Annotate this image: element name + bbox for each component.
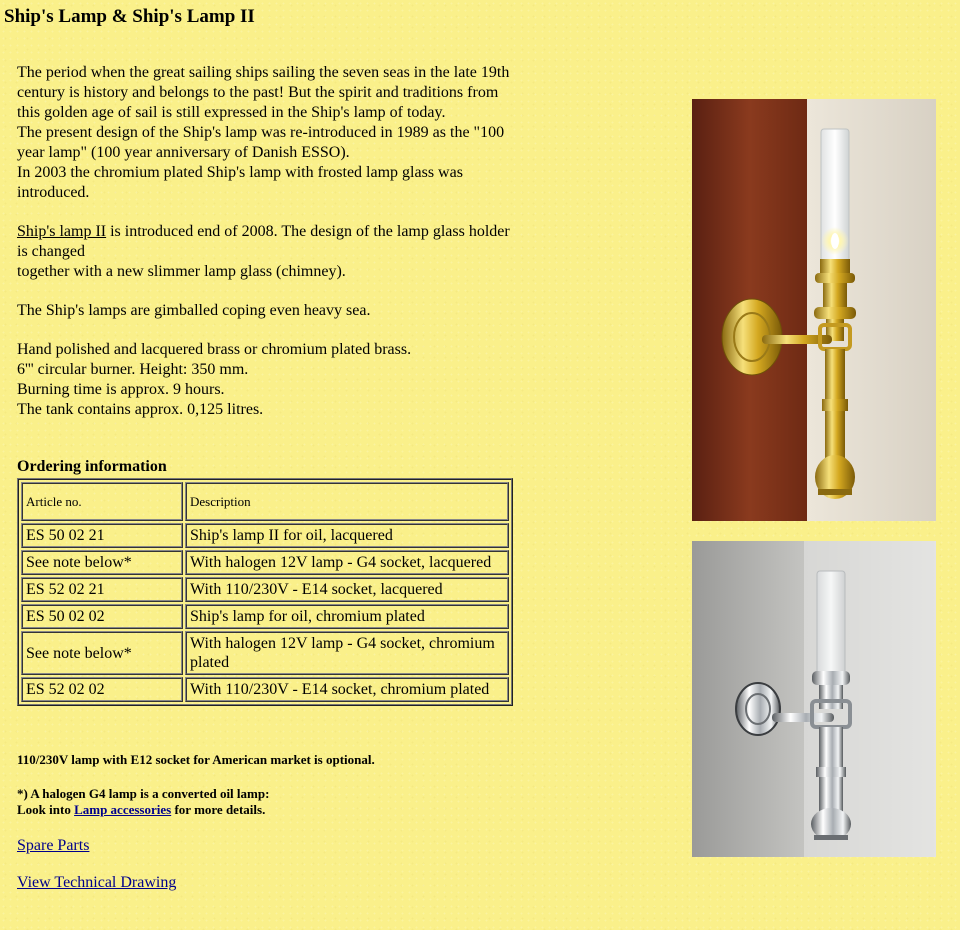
header-description: Description: [185, 482, 509, 521]
gimbal-paragraph: The Ship's lamps are gimballed coping even heavy sea.: [17, 302, 371, 319]
american-market-note: 110/230V lamp with E12 socket for American market is optional.: [17, 752, 375, 767]
lamp2-paragraph: [17, 222, 517, 262]
halogen-note: [17, 786, 269, 818]
description-cell: Ship's lamp for oil, chromium plated: [185, 604, 509, 629]
table-row: [21, 523, 509, 548]
table-row: [21, 604, 509, 629]
halogen-note-pre: Look into: [17, 802, 75, 817]
page-title: Ship's Lamp & Ship's Lamp II: [4, 6, 255, 27]
description-cell: Ship's lamp II for oil, lacquered: [185, 523, 509, 548]
spare-parts-link[interactable]: Spare Parts: [17, 837, 90, 854]
brass-lamp-photo: [692, 99, 936, 521]
article-cell: ES 50 02 02: [21, 604, 183, 629]
intro-paragraph: The present design of the Ship's lamp was re-introduced in 1989 as the "100 year lamp" (100 year anniversary of Danish ESSO).: [17, 124, 505, 161]
ordering-heading: Ordering information: [17, 458, 167, 475]
table-header-row: [21, 482, 509, 521]
article-cell: See note below*: [21, 550, 183, 575]
description-cell: With halogen 12V lamp - G4 socket, lacquered: [185, 550, 509, 575]
article-cell: See note below*: [21, 631, 183, 675]
intro-text: [17, 63, 517, 420]
table-row: [21, 631, 509, 675]
description-cell: With halogen 12V lamp - G4 socket, chromium plated: [185, 631, 509, 675]
intro-paragraph: together with a new slimmer lamp glass (chimney).: [17, 263, 346, 280]
table-row: [21, 577, 509, 602]
halogen-note-post: for more details.: [171, 802, 266, 817]
lamp-accessories-link[interactable]: Lamp accessories: [74, 802, 172, 817]
halogen-note-line1: *) A halogen G4 lamp is a converted oil lamp:: [17, 786, 270, 801]
article-cell: ES 52 02 02: [21, 677, 183, 702]
spec-line: The tank contains approx. 0,125 litres.: [17, 401, 264, 418]
ordering-table: [17, 478, 513, 706]
spec-line: Hand polished and lacquered brass or chromium plated brass.: [17, 341, 412, 358]
article-cell: ES 50 02 21: [21, 523, 183, 548]
description-cell: With 110/230V - E14 socket, chromium plated: [185, 677, 509, 702]
spec-line: Burning time is approx. 9 hours.: [17, 381, 225, 398]
ships-lamp-ii-link[interactable]: Ship's lamp II: [17, 223, 107, 240]
article-cell: ES 52 02 21: [21, 577, 183, 602]
intro-paragraph: In 2003 the chromium plated Ship's lamp with frosted lamp glass was introduced.: [17, 164, 463, 201]
description-cell: With 110/230V - E14 socket, lacquered: [185, 577, 509, 602]
chrome-lamp-photo: [692, 541, 936, 857]
lamp2-text: is introduced end of 2008. The design of the lamp glass holder is changed: [17, 223, 510, 260]
header-article: Article no.: [21, 482, 183, 521]
technical-drawing-link[interactable]: View Technical Drawing: [17, 874, 177, 891]
intro-paragraph: The period when the great sailing ships sailing the seven seas in the late 19th century is history and belongs to the past! But the spirit and traditions from this golden age of sail is still expressed in the Ship's lamp of today.: [17, 64, 510, 121]
spec-line: 6''' circular burner. Height: 350 mm.: [17, 361, 249, 378]
table-row: [21, 550, 509, 575]
table-row: [21, 677, 509, 702]
